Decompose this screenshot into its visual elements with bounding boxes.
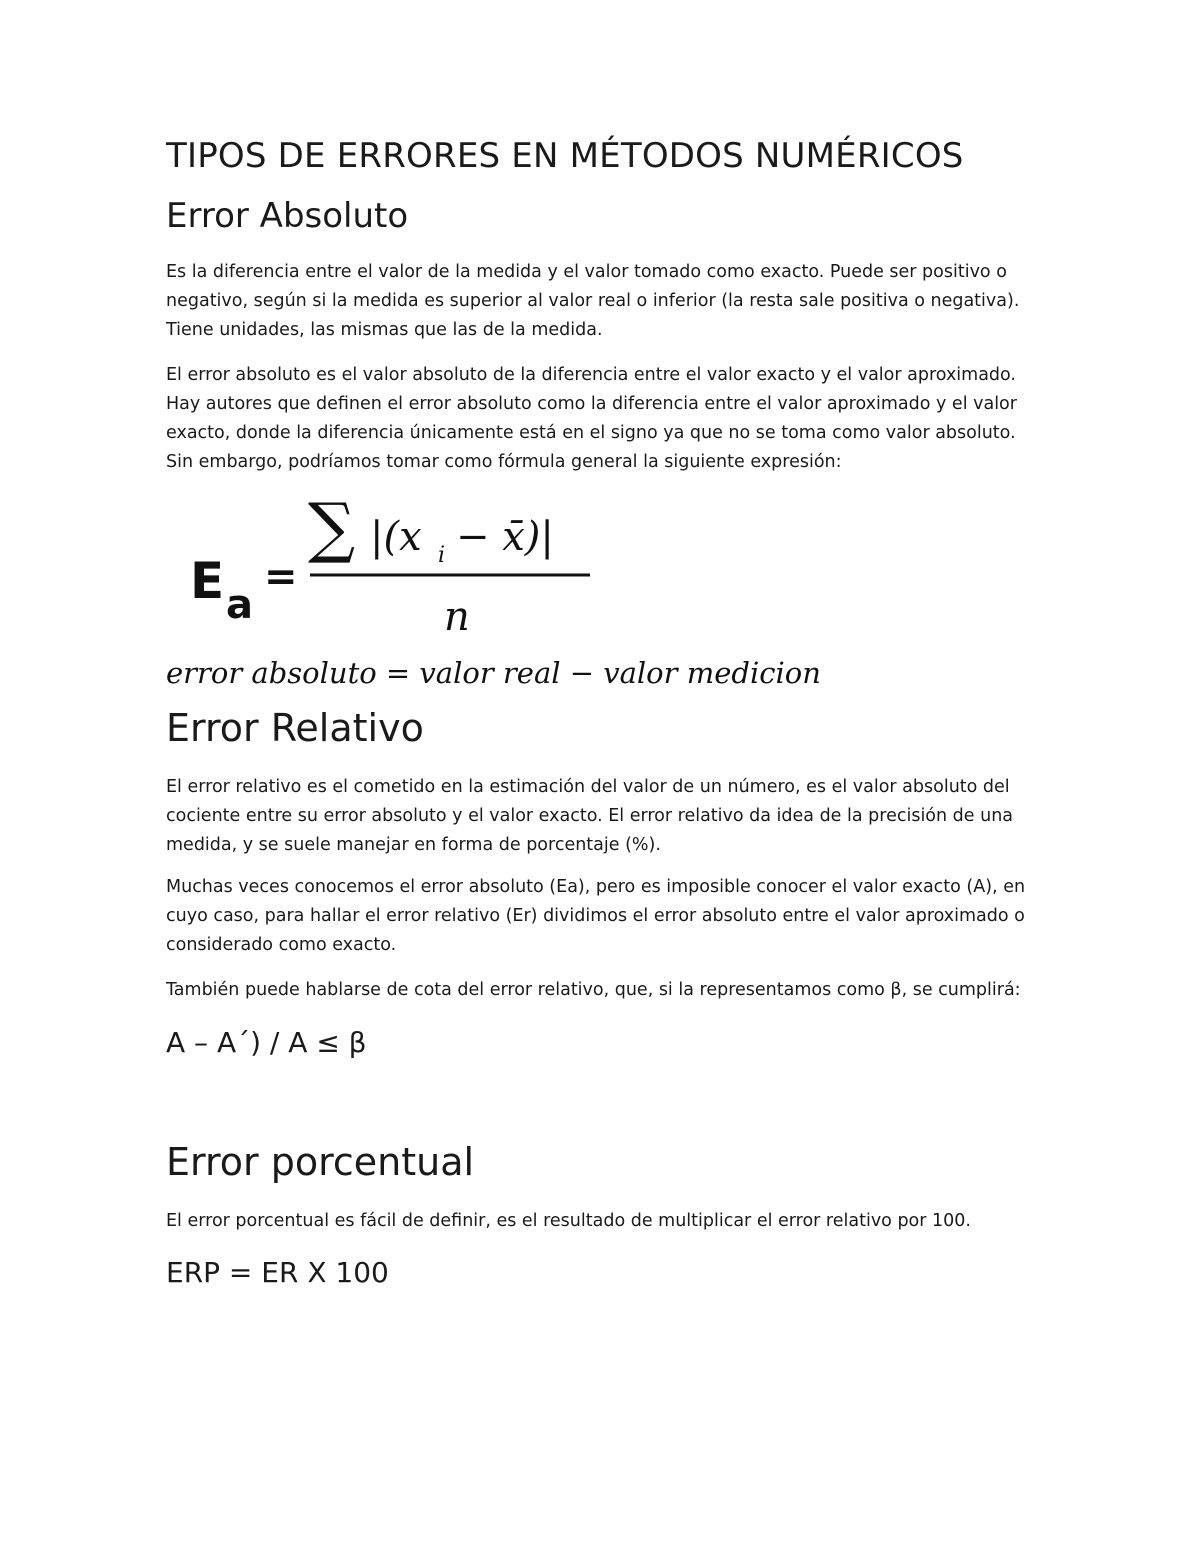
- paragraph-relativo-definition: El error relativo es el cometido en la estimación del valor de un número, es el valor absoluto del cociente entre su error absoluto y el valor exacto. El error relativo da idea de la precisión de una medida, y se suele manejar en forma de porcentaje (%).: [166, 777, 1014, 855]
- paragraph-relativo-bound: También puede hablarse de cota del error relativo, que, si la representamos como β, se cumplirá:: [166, 980, 1021, 1000]
- paragraph-porcentual-definition: El error porcentual es fácil de definir, es el resultado de multiplicar el error relativo por 100.: [166, 1211, 971, 1231]
- formula-lhs-subscript: a: [226, 582, 253, 628]
- formula-numerator: |(x: [370, 514, 422, 560]
- paragraph-absoluto-explanation: El error absoluto es el valor absoluto de la diferencia entre el valor exacto y el valor aproximado. Hay autores que definen el error absoluto como la diferencia entre el valor aproximado y el valor exacto, donde la diferencia únicamente está en el signo ya que no se toma como valor absoluto. Sin embargo, podríamos tomar como fórmula general la siguiente expresión:: [166, 365, 1017, 472]
- formula-sum-symbol: ∑: [308, 490, 356, 566]
- formula-denominator: n: [444, 594, 470, 640]
- heading-error-relativo: Error Relativo: [166, 706, 424, 750]
- document-title: TIPOS DE ERRORES EN MÉTODOS NUMÉRICOS: [166, 136, 964, 176]
- formula-numerator-subscript: i: [438, 543, 446, 568]
- formula-numerator-rest: − x̄)|: [456, 514, 554, 560]
- absolute-error-text-formula: error absoluto = valor real − valor medicion: [166, 656, 821, 690]
- heading-error-porcentual: Error porcentual: [166, 1140, 475, 1184]
- relative-error-formula: A – A´) / A ≤ β: [166, 1026, 367, 1059]
- formula-equals: =: [264, 554, 298, 600]
- paragraph-absoluto-definition: Es la diferencia entre el valor de la medida y el valor tomado como exacto. Puede ser positivo o negativo, según si la medida es superior al valor real o inferior (la resta sale positiva o negativa). Tiene unidades, las mismas que las de la medida.: [166, 262, 1020, 340]
- percentage-error-formula: ERP = ER X 100: [166, 1256, 389, 1289]
- paragraph-relativo-calculation: Muchas veces conocemos el error absoluto (Ea), pero es imposible conocer el valor exacto (A), en cuyo caso, para hallar el error relativo (Er) dividimos el error absoluto entre el valor aproximado o considerado como exacto.: [166, 877, 1026, 955]
- heading-error-absoluto: Error Absoluto: [166, 196, 409, 236]
- formula-lhs: E: [190, 552, 225, 610]
- absolute-error-formula-image: [190, 490, 610, 650]
